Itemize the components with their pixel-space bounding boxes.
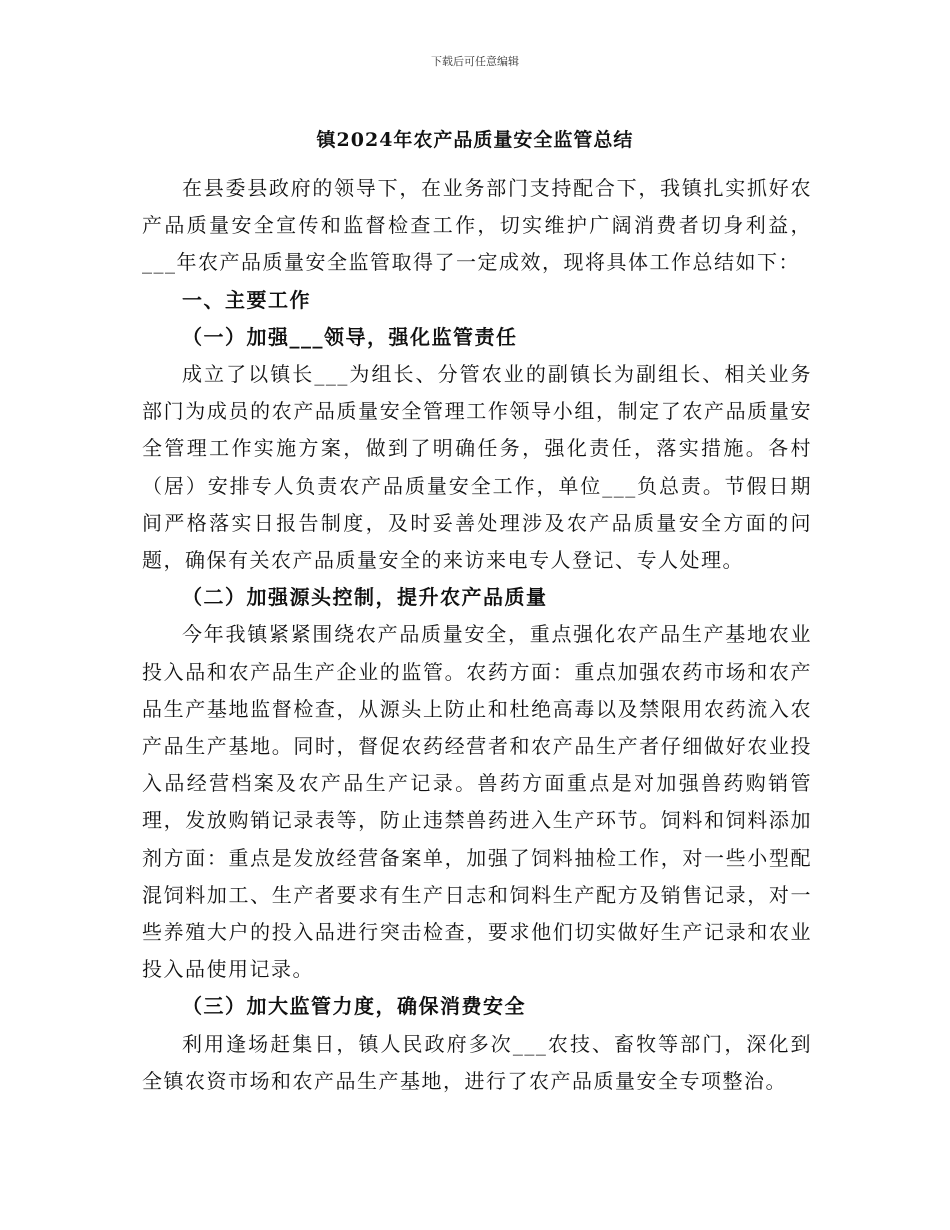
page-header-note: 下载后可任意编辑 — [431, 55, 519, 68]
document-title: 镇2024年农产品质量安全监管总结 — [316, 129, 634, 151]
subsection-heading-2: （二）加强源头控制，提升农产品质量 — [182, 585, 548, 610]
section-heading-main-work: 一、主要工作 — [182, 287, 311, 312]
subsection-heading-1: （一）加强___领导，强化监管责任 — [182, 324, 518, 349]
document-body — [142, 170, 812, 1100]
subsection-paragraph-2: 今年我镇紧紧围绕农产品质量安全，重点强化农产品生产基地农业投入品和农产品生产企业的监管。农药方面：重点加强农药市场和农产品生产基地监督检查，从源头上防止和杜绝高毒以及禁限用农药流入农产品生产基地。同时，督促农药经营者和农产品生产者仔细做好农业投入品经营档案及农产品生产记录。兽药方面重点是对加强兽药购销管理，发放购销记录表等，防止违禁兽药进入生产环节。饲料和饲料添加剂方面：重点是发放经营备案单，加强了饲料抽检工作，对一些小型配混饲料加工、生产者要求有生产日志和饲料生产配方及销售记录，对一些养殖大户的投入品进行突击检查，要求他们切实做好生产记录和农业投入品使用记录。 — [142, 622, 812, 982]
subsection-paragraph-1: 成立了以镇长___为组长、分管农业的副镇长为副组长、相关业务部门为成员的农产品质量安全管理工作领导小组，制定了农产品质量安全管理工作实施方案，做到了明确任务，强化责任，落实措施。各村（居）安排专人负责农产品质量安全工作，单位___负总责。节假日期间严格落实日报告制度，及时妥善处理涉及农产品质量安全方面的问题，确保有关农产品质量安全的来访来电专人登记、专人处理。 — [142, 362, 812, 573]
intro-paragraph: 在县委县政府的领导下，在业务部门支持配合下，我镇扎实抓好农产品质量安全宣传和监督检查工作，切实维护广阔消费者切身利益，___年农产品质量安全监管取得了一定成效，现将具体工作总结如下： — [142, 176, 812, 275]
subsection-heading-3: （三）加大监管力度，确保消费安全 — [182, 994, 526, 1019]
subsection-paragraph-3: 利用逢场赶集日，镇人民政府多次___农技、畜牧等部门，深化到全镇农资市场和农产品生产基地，进行了农产品质量安全专项整治。 — [142, 1031, 812, 1093]
